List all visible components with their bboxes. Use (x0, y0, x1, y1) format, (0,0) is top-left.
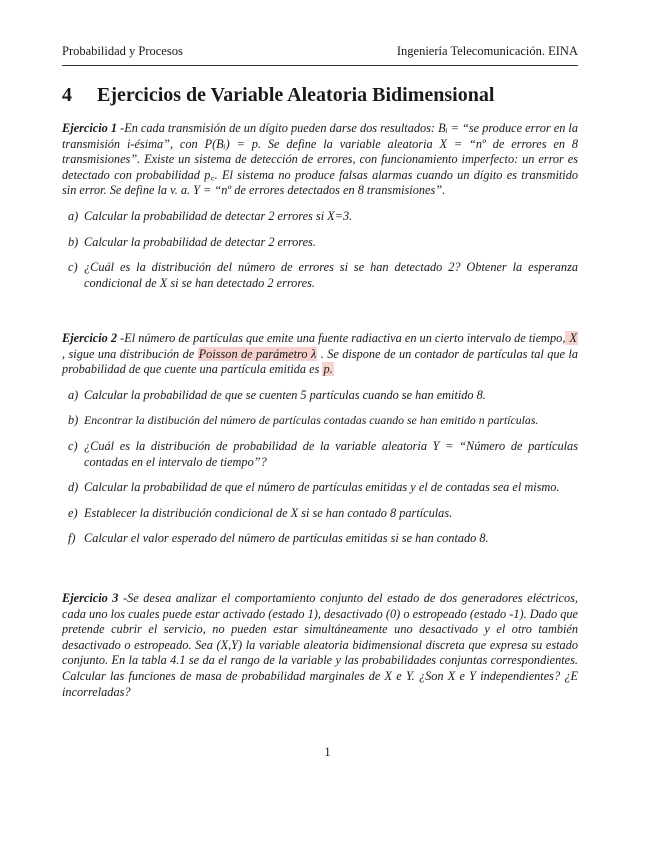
exercise-2-statement: Ejercicio 2 -El número de partículas que emite una fuente radiactiva en un cierto intervalo de tiempo, X , sigue una distribución de Poisson de parámetro λ . Se dispone de un contador de partículas tal que la probabilidad de que cuente una partícula emitida es p. (62, 331, 578, 377)
list-item: c) ¿Cuál es la distribución del número de errores si se han detectado 2? Obtener la esperanza condicional de X si se han detectado 2 errores. (68, 260, 578, 290)
exercise-2-items (62, 388, 578, 547)
exercise-2-label: Ejercicio 2 (62, 331, 117, 345)
list-item: e) Establecer la distribución condicional de X si se han contado 8 partículas. (68, 505, 453, 520)
section-number: 4 (62, 84, 72, 106)
exercise-1-statement (62, 121, 578, 199)
exercise-3-label: Ejercicio 3 (62, 591, 119, 605)
list-item: a) Calcular la probabilidad de que se cuenten 5 partículas cuando se han emitido 8. (68, 387, 486, 402)
exercise-3-statement (62, 591, 578, 700)
list-item: a) Calcular la probabilidad de detectar 2 errores si X=3. (68, 208, 353, 223)
running-header (62, 44, 578, 66)
exercise-1-label: Ejercicio 1 (62, 121, 117, 135)
section-heading (62, 84, 494, 107)
exercise-3-text: -Se desea analizar el comportamiento conjunto del estado de dos generadores eléctricos, cada uno los cuales puede estar activado (estado 1), desactivado (0) o estropeado (estado -1). Dado que pretende cubrir el servicio, no pueden estar simultáneamente uno desactivado y el otro también desactivado o estropeado. Sea (X,Y) la variable aleatoria bidimensional discreta que expresa su estado conjunto. En la tabla 4.1 se da el rango de la variable y las probabilidades conjuntas correspondientes. Calcular las funciones de masa de probabilidad marginales de X e Y. ¿Son X e Y independientes? ¿E incorreladas? (62, 591, 579, 699)
header-degree: Ingeniería Telecomunicación. EINA (396, 44, 578, 58)
exercise-1 (62, 121, 578, 291)
page-number: 1 (324, 745, 331, 759)
exercise-2 (62, 331, 578, 547)
exercise-1-text: -En cada transmisión de un dígito pueden darse dos resultados: Bᵢ = “se produce error en la transmisión i-ésima”, con P(Bᵢ) = p. Se define la variable aleatoria X = “nº de errores en 8 transmisiones”. Existe un sistema de detección de errores, con funcionamiento imperfecto: un error es detectado con probabilidad p꜀. El sistema no produce falsas alarmas cuando un dígito es transmitido sin error. Se define la v. a. Y = “nº de errores detectados en 8 transmisiones”. (62, 121, 578, 198)
section-title: Ejercicios de Variable Aleatoria Bidimensional (97, 84, 495, 106)
highlight-variable-x: X (566, 331, 577, 345)
exercise-1-items (62, 209, 578, 291)
list-item: f) Calcular el valor esperado del número de partículas emitidas si se han contado 8. (68, 531, 489, 546)
exercise-3 (62, 591, 578, 700)
highlight-p: p. (323, 362, 333, 377)
list-item: d) Calcular la probabilidad de que el número de partículas emitidas y el de contadas sea el mismo. (68, 480, 560, 495)
highlight-poisson: Poisson de parámetro λ (198, 346, 317, 361)
list-item: c) ¿Cuál es la distribución de probabilidad de la variable aleatoria Y = “Número de partículas contadas en el intervalo de tiempo”? (68, 438, 578, 469)
header-course: Probabilidad y Procesos (62, 44, 183, 58)
list-item: b) Calcular la probabilidad de detectar 2 errores. (68, 234, 316, 249)
list-item: b) Encontrar la distibución del número de partículas contadas cuando se han emitido n partículas. (68, 413, 539, 428)
